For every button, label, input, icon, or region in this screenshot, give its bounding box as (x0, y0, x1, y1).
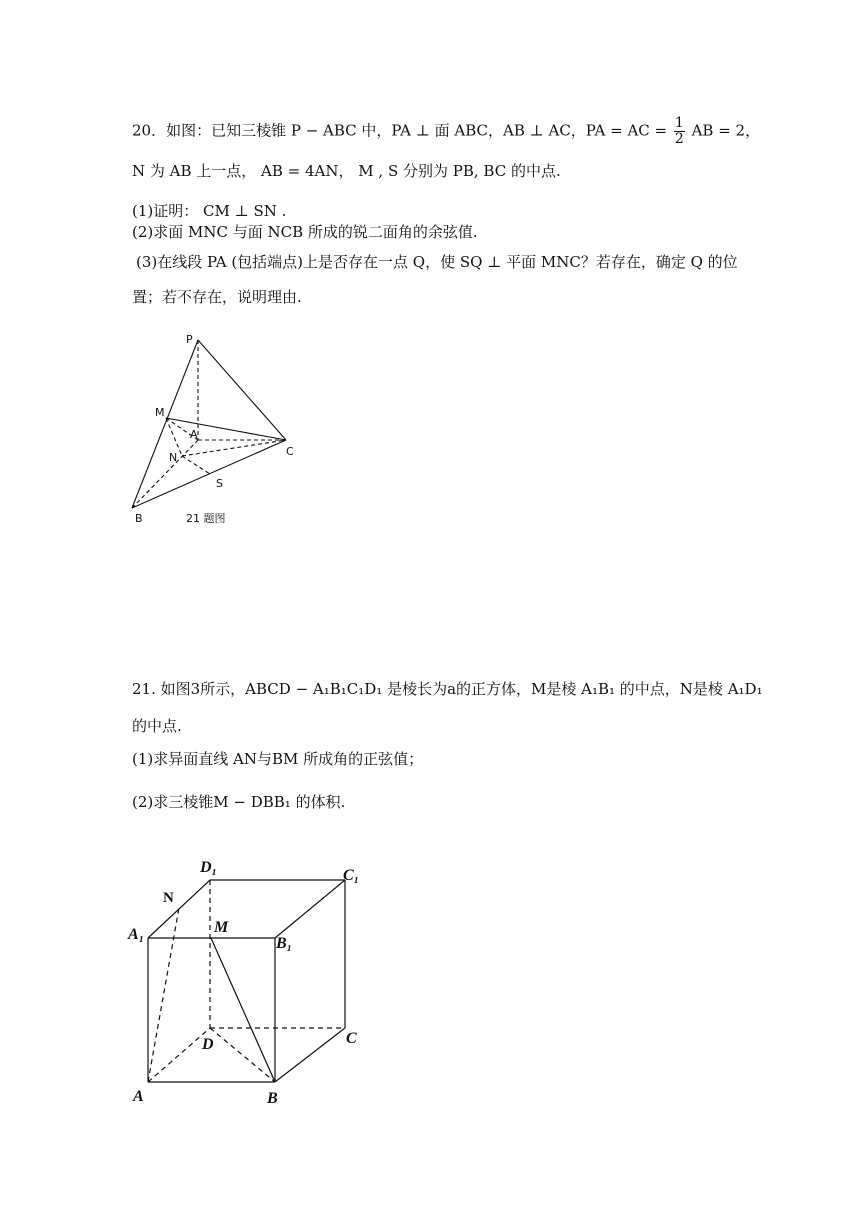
label-B1: B₁ (276, 935, 293, 952)
label-M: M (155, 406, 165, 419)
cube-figure (120, 850, 370, 1110)
fraction-numerator: 1 (674, 115, 684, 131)
problem20-question2: (2)求面 MNC 与面 NCB 所成的锐二面角的余弦值. (132, 223, 478, 241)
problem20-question3-line1: (3)在线段 PA (包括端点)上是否存在一点 Q，使 SQ ⊥ 平面 MNC？若存在，确定 Q 的位 (136, 253, 738, 271)
label-D: D (202, 1036, 214, 1053)
problem20-question1: (1)证明： CM ⊥ SN . (132, 202, 287, 220)
label-A: A (190, 428, 198, 441)
label-A: A (133, 1088, 144, 1105)
fraction-one-half (674, 116, 685, 147)
label-B: B (267, 1090, 278, 1107)
label-N: N (163, 890, 174, 906)
figure-caption: 21 题图 (186, 512, 226, 525)
problem20-line1-text: 20．如图：已知三棱锥 P − ABC 中，PA ⊥ 面 ABC，AB ⊥ AC，PA = AC = (132, 121, 668, 140)
problem20-line1-tail: AB = 2， (691, 121, 761, 140)
problem21-line2: 的中点. (132, 717, 182, 735)
label-P: P (186, 333, 193, 346)
problem21-question2: (2)求三棱锥M − DBB₁ 的体积. (132, 793, 346, 811)
pyramid-figure (120, 325, 320, 530)
label-B: B (135, 512, 143, 525)
problem21-line1: 21. 如图3所示，ABCD − A₁B₁C₁D₁ 是棱长为a的正方体，M是棱 A₁B₁ 的中点，N是棱 A₁D₁ (132, 680, 763, 698)
label-C1: C₁ (343, 867, 360, 884)
problem20-line2: N 为 AB 上一点， AB = 4AN， M , S 分别为 PB, BC 的中点. (132, 162, 561, 180)
label-D1: D₁ (200, 859, 218, 876)
fraction-denominator: 2 (674, 131, 684, 147)
label-M: M (214, 919, 229, 936)
label-N: N (169, 451, 178, 464)
label-C: C (346, 1030, 357, 1047)
problem20-question3-line2: 置；若不存在，说明理由. (132, 288, 302, 306)
label-S: S (216, 477, 223, 490)
label-C: C (286, 445, 294, 458)
label-A1: A₁ (128, 926, 145, 943)
problem20-line1 (132, 116, 760, 147)
problem21-question1: (1)求异面直线 AN与BM 所成角的正弦值； (132, 750, 424, 768)
